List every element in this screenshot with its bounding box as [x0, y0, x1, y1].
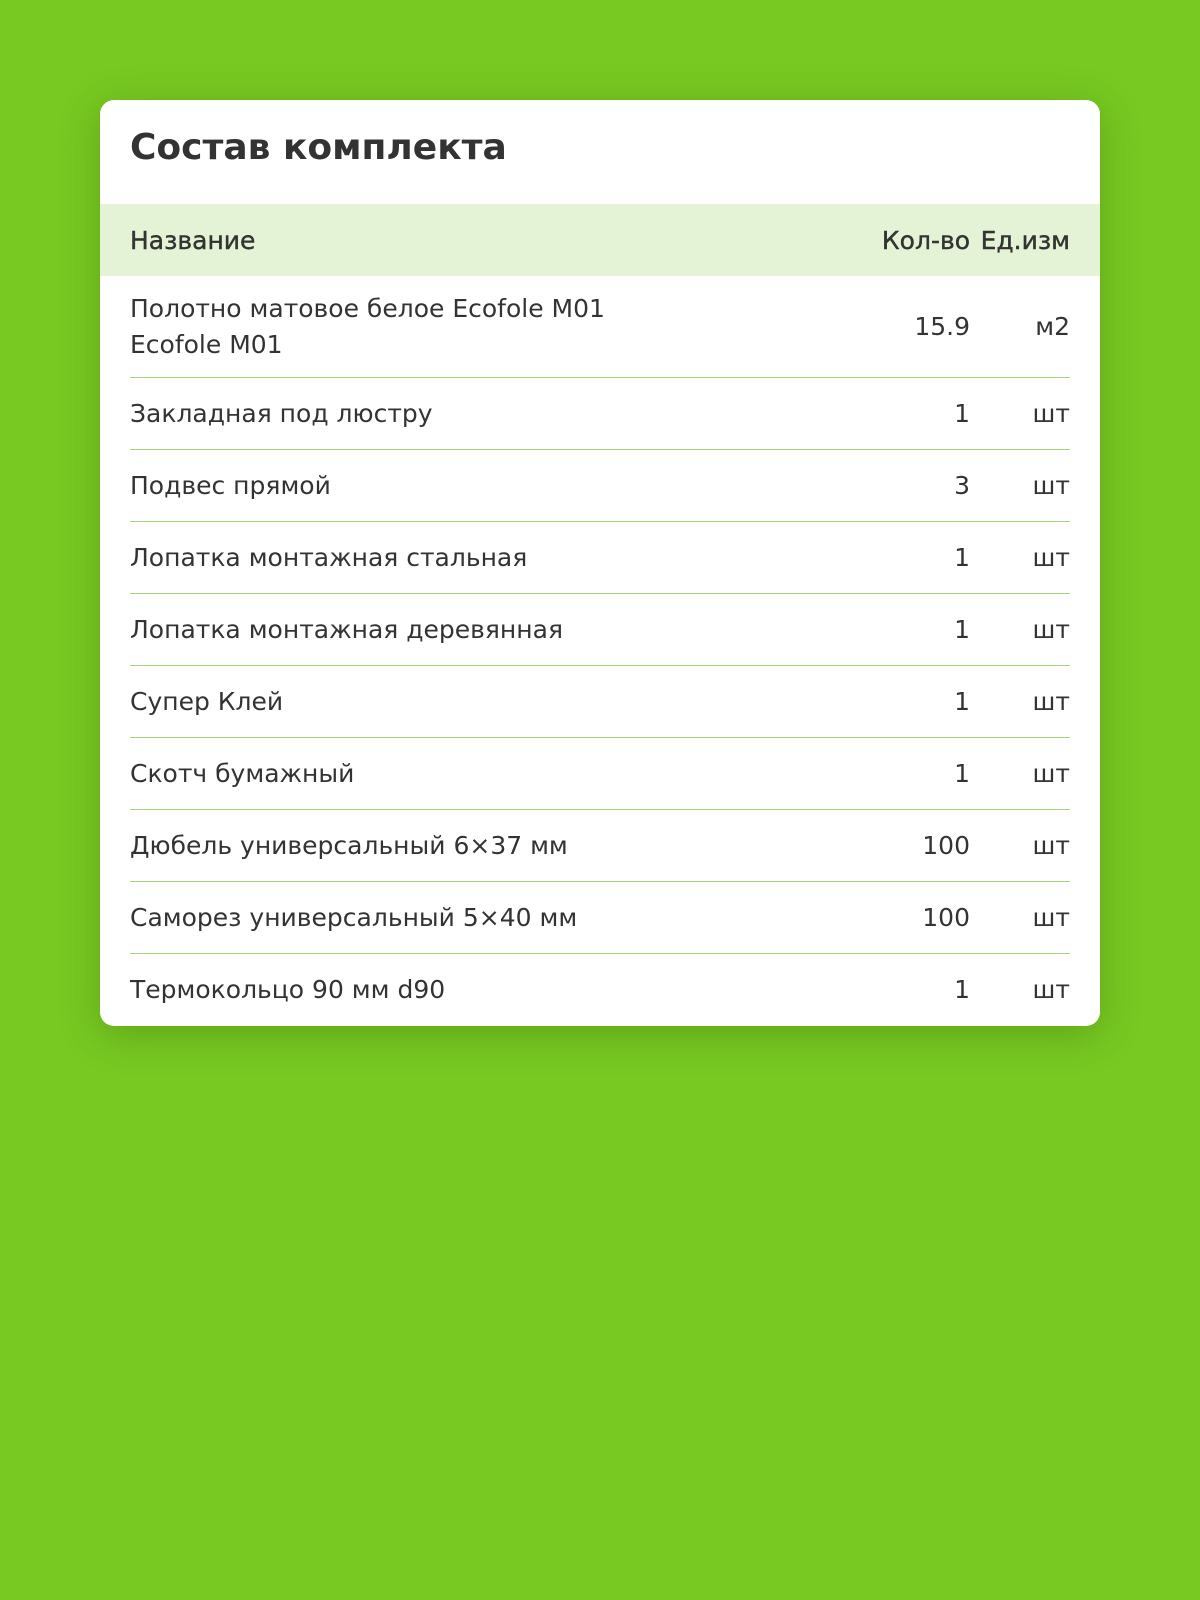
- cell-name: Дюбель универсальный 6×37 мм: [100, 810, 740, 882]
- table-row: [100, 276, 1100, 378]
- cell-name-line1: Полотно матовое белое Ecofole M01: [130, 294, 605, 323]
- table-row: [100, 738, 1100, 810]
- cell-unit: шт: [970, 450, 1100, 522]
- cell-qty: 1: [740, 594, 970, 666]
- cell-name: Супер Клей: [100, 666, 740, 738]
- cell-name: Подвес прямой: [100, 450, 740, 522]
- cell-unit: шт: [970, 738, 1100, 810]
- cell-qty: 1: [740, 378, 970, 450]
- table-body: [100, 276, 1100, 1026]
- cell-name: Саморез универсальный 5×40 мм: [100, 882, 740, 954]
- cell-unit: м2: [970, 276, 1100, 378]
- table-header-row: [100, 204, 1100, 276]
- header-name: Название: [130, 225, 256, 255]
- cell-name: Скотч бумажный: [100, 738, 740, 810]
- cell-qty: 100: [740, 810, 970, 882]
- cell-name-line2: Ecofole M01: [130, 330, 283, 359]
- cell-name: [100, 276, 740, 378]
- cell-unit: шт: [970, 594, 1100, 666]
- cell-name: Термокольцо 90 мм d90: [130, 975, 446, 1004]
- table-row: [100, 666, 1100, 738]
- table-row: [100, 882, 1100, 954]
- kit-contents-table: [100, 204, 1100, 1026]
- table-row: [100, 378, 1100, 450]
- kit-contents-card: [100, 100, 1100, 1026]
- cell-name: Лопатка монтажная деревянная: [100, 594, 740, 666]
- cell-name: Закладная под люстру: [100, 378, 740, 450]
- cell-unit: шт: [970, 522, 1100, 594]
- card-title: Состав комплекта: [130, 127, 507, 168]
- table-row: [100, 594, 1100, 666]
- cell-qty: 1: [740, 666, 970, 738]
- cell-unit: шт: [970, 810, 1100, 882]
- table-row: [100, 450, 1100, 522]
- cell-qty: 3: [740, 450, 970, 522]
- cell-qty: 1: [740, 738, 970, 810]
- cell-unit: шт: [970, 378, 1100, 450]
- cell-qty: 1: [740, 522, 970, 594]
- header-unit: Ед.изм: [980, 225, 1070, 255]
- table-row: [100, 810, 1100, 882]
- cell-name: Лопатка монтажная стальная: [100, 522, 740, 594]
- table-row: [100, 522, 1100, 594]
- cell-unit: шт: [1032, 975, 1070, 1004]
- cell-qty: 100: [740, 882, 970, 954]
- header-qty: Кол-во: [881, 225, 970, 255]
- table-header: [100, 204, 1100, 276]
- cell-unit: шт: [970, 882, 1100, 954]
- cell-unit: шт: [970, 666, 1100, 738]
- cell-qty: 1: [954, 975, 970, 1004]
- table-row: [100, 954, 1100, 1026]
- cell-qty: 15.9: [740, 276, 970, 378]
